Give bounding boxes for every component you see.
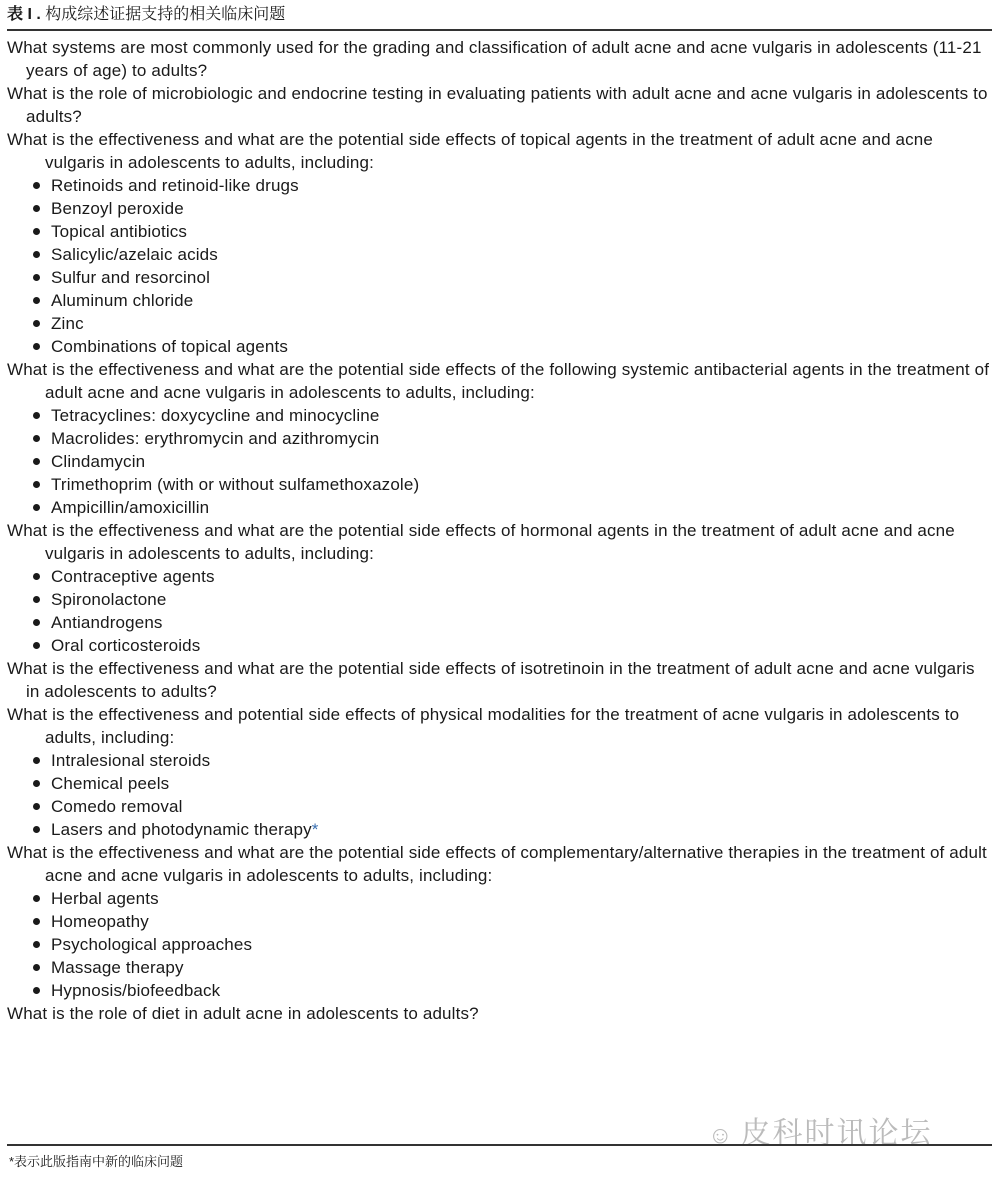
list-item-text: Retinoids and retinoid-like drugs: [51, 176, 299, 195]
list-item: [31, 933, 992, 956]
list-item-text: Salicylic/azelaic acids: [51, 245, 218, 264]
list-item-text: Benzoyl peroxide: [51, 199, 184, 218]
list-item-text: Trimethoprim (with or without sulfamethoxazole): [51, 475, 420, 494]
bullet-list: [7, 174, 992, 358]
bullet-list: [7, 749, 992, 841]
question-block: [7, 128, 992, 358]
clinical-question: What is the effectiveness and what are the potential side effects of the following systemic antibacterial agents in the treatment of adult acne and acne vulgaris in adolescents to adults, including:: [7, 360, 990, 402]
clinical-question: What systems are most commonly used for the grading and classification of adult acne and acne vulgaris in adolescents (11-21 years of age) to adults?: [7, 38, 982, 80]
list-item: [31, 749, 992, 772]
list-item-text: Zinc: [51, 314, 84, 333]
table-number: 表 I .: [7, 6, 41, 23]
list-item: [31, 289, 992, 312]
list-item: [31, 450, 992, 473]
question-block: [7, 82, 992, 128]
list-item-text: Sulfur and resorcinol: [51, 268, 211, 287]
question-block: [7, 1002, 992, 1025]
list-item: [31, 979, 992, 1002]
list-item-text: Lasers and photodynamic therapy: [51, 820, 312, 839]
list-item-text: Clindamycin: [51, 452, 146, 471]
list-item-text: Tetracyclines: doxycycline and minocycline: [51, 406, 380, 425]
list-item: [31, 611, 992, 634]
clinical-question: What is the effectiveness and potential side effects of physical modalities for the treatment of acne vulgaris in adolescents to adults, including:: [7, 705, 960, 747]
list-item-text: Intralesional steroids: [51, 751, 211, 770]
list-item: [31, 335, 992, 358]
list-item-text: Combinations of topical agents: [51, 337, 288, 356]
clinical-question: What is the effectiveness and what are the potential side effects of complementary/alternative therapies in the treatment of adult acne and acne vulgaris in adolescents to adults, including:: [7, 843, 987, 885]
list-item: [31, 795, 992, 818]
clinical-question: What is the effectiveness and what are the potential side effects of topical agents in the treatment of adult acne and acne vulgaris in adolescents to adults, including:: [7, 130, 934, 172]
question-block: [7, 519, 992, 657]
list-item: [31, 473, 992, 496]
list-item-text: Herbal agents: [51, 889, 159, 908]
list-item-text: Massage therapy: [51, 958, 184, 977]
question-block: [7, 358, 992, 519]
list-item-text: Spironolactone: [51, 590, 167, 609]
list-item: [31, 243, 992, 266]
clinical-question: What is the effectiveness and what are the potential side effects of isotretinoin in the treatment of adult acne and acne vulgaris in adolescents to adults?: [7, 659, 975, 701]
bottom-rule: [7, 1144, 992, 1146]
list-item-text: Psychological approaches: [51, 935, 253, 954]
list-item: [31, 565, 992, 588]
bullet-list: [7, 404, 992, 519]
list-item: [31, 496, 992, 519]
list-item: [31, 634, 992, 657]
list-item: [31, 404, 992, 427]
question-block: [7, 703, 992, 841]
list-item: [31, 772, 992, 795]
clinical-question: What is the role of diet in adult acne in adolescents to adults?: [7, 1004, 479, 1023]
list-item-text: Chemical peels: [51, 774, 170, 793]
list-item-text: Homeopathy: [51, 912, 149, 931]
list-item: [31, 887, 992, 910]
question-block: [7, 841, 992, 1002]
clinical-question: What is the effectiveness and what are the potential side effects of hormonal agents in the treatment of adult acne and acne vulgaris in adolescents to adults, including:: [7, 521, 955, 563]
bullet-list: [7, 887, 992, 1002]
list-item-text: Hypnosis/biofeedback: [51, 981, 221, 1000]
list-item-text: Contraceptive agents: [51, 567, 215, 586]
table-title-text: 构成综述证据支持的相关临床问题: [45, 6, 286, 23]
footnote: *表示此版指南中新的临床问题: [9, 1154, 184, 1169]
list-item: [31, 956, 992, 979]
list-item-text: Oral corticosteroids: [51, 636, 201, 655]
watermark-text: 皮科时讯论坛: [740, 1117, 933, 1150]
question-list: [7, 36, 992, 1025]
table-title: [7, 0, 992, 31]
list-item: [31, 818, 992, 841]
list-item-text: Comedo removal: [51, 797, 183, 816]
list-item-text: Topical antibiotics: [51, 222, 188, 241]
clinical-question: What is the role of microbiologic and endocrine testing in evaluating patients with adult acne and acne vulgaris in adolescents to adults?: [7, 84, 988, 126]
bullet-list: [7, 565, 992, 657]
list-item: [31, 220, 992, 243]
list-item-text: Macrolides: erythromycin and azithromycin: [51, 429, 380, 448]
list-item: [31, 197, 992, 220]
new-question-marker: *: [311, 820, 319, 839]
list-item: [31, 588, 992, 611]
question-block: [7, 36, 992, 82]
list-item-text: Aluminum chloride: [51, 291, 194, 310]
list-item: [31, 312, 992, 335]
list-item: [31, 910, 992, 933]
wechat-icon: ☺: [708, 1122, 735, 1149]
list-item: [31, 266, 992, 289]
list-item: [31, 427, 992, 450]
list-item-text: Ampicillin/amoxicillin: [51, 498, 210, 517]
list-item-text: Antiandrogens: [51, 613, 163, 632]
question-block: [7, 657, 992, 703]
list-item: [31, 174, 992, 197]
